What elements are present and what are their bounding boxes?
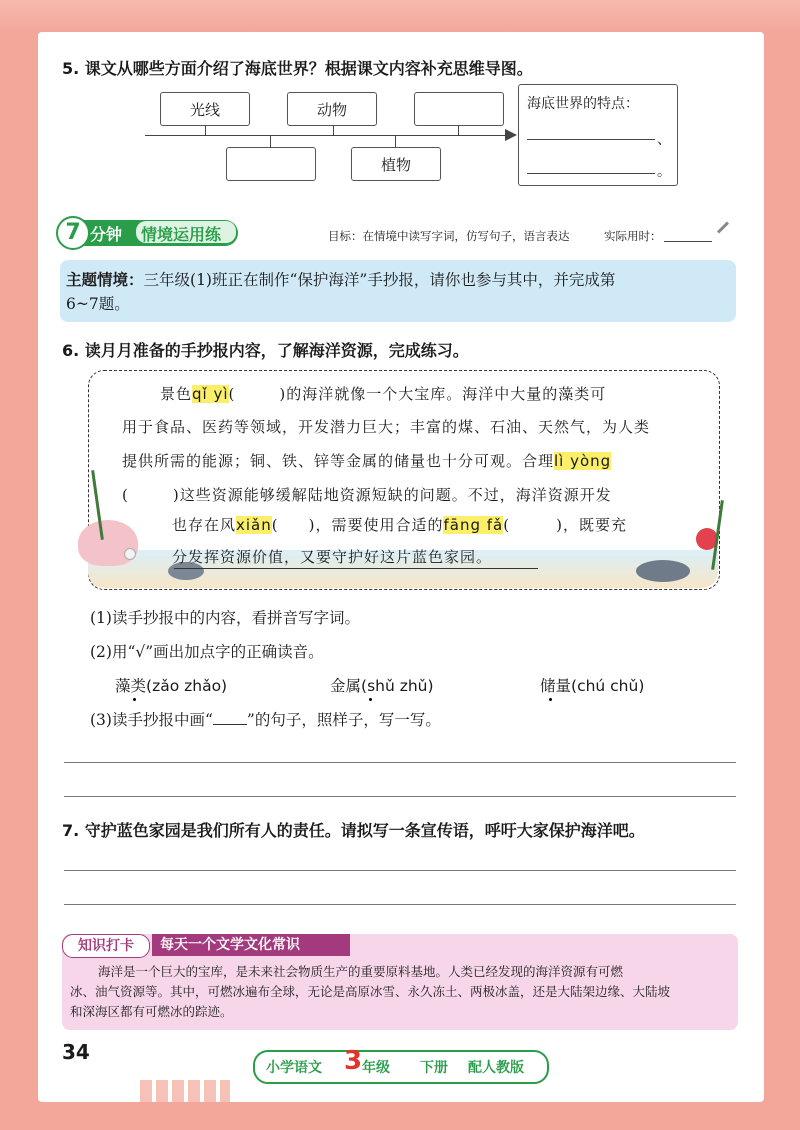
poster-line-5: 也存在风xiǎn( )，需要使用合适的fāng fǎ( )，既要充 <box>172 516 627 534</box>
knowledge-tag: 知识打卡 <box>62 934 150 958</box>
answer-line-6-1[interactable] <box>64 762 736 763</box>
question-6: 6. 读月月准备的手抄报内容，了解海洋资源，完成练习。 <box>62 341 469 360</box>
theme-label: 主题情境： <box>66 271 144 289</box>
mindmap-arrow-icon <box>505 129 517 141</box>
section-minutes-number: 7 <box>56 216 90 250</box>
footer-edition: 配人教版 <box>468 1060 524 1076</box>
poster-line-4: ( )这些资源能够缓解陆地资源短缺的问题。不过，海洋资源开发 <box>122 486 612 504</box>
section-minutes-unit: 分钟 <box>90 225 123 244</box>
underline-sample <box>213 712 247 725</box>
footer-volume: 下册 <box>420 1060 448 1076</box>
pron-item-chuliang[interactable]: 储量(chú chǔ) <box>540 677 645 695</box>
subquestion-2: (2)用“√”画出加点字的正确读音。 <box>90 643 324 661</box>
rock-icon <box>636 560 690 582</box>
mindmap-box-blank-1[interactable] <box>414 92 504 126</box>
poster-line-3: 提供所需的能源；铜、铁、锌等金属的储量也十分可观。合理lì yòng <box>122 452 612 470</box>
poster-line-2: 用于食品、医药等领域，开发潜力巨大；丰富的煤、石油、天然气，为人类 <box>122 418 651 436</box>
feature-box: 海底世界的特点： 、 。 <box>518 84 678 186</box>
question-5: 5. 课文从哪些方面介绍了海底世界？根据课文内容补充思维导图。 <box>62 59 533 78</box>
pinyin-xian: xiǎn <box>236 516 272 534</box>
pron-item-jinshu[interactable]: 金属(shǔ zhǔ) <box>330 677 434 695</box>
page-top-edge <box>0 0 800 32</box>
knowledge-text: 海洋是一个巨大的宝库，是未来社会物质生产的重要原料基地。人类已经发现的海洋资源有可燃 冰、油气资源等。其中，可燃冰遍布全球，无论是高原冰雪、永久冻土、两极冰盖，还是大陆架边缘、大陆坡 和深海区都有可燃冰的踪迹。 <box>70 964 671 1019</box>
pinyin-fangfa: fāng fǎ <box>443 516 504 534</box>
mindmap-box-animal: 动物 <box>287 92 377 126</box>
feature-title: 海底世界的特点： <box>527 96 639 112</box>
subquestion-1: (1)读手抄报中的内容，看拼音写字词。 <box>90 609 360 627</box>
time-label: 实际用时： <box>604 229 662 243</box>
answer-line-7-2[interactable] <box>64 904 736 905</box>
pron-item-zaolei[interactable]: 藻类(zǎo zhǎo) <box>115 677 228 695</box>
footer-grade-unit: 年级 <box>362 1060 390 1076</box>
poster-line-1: 景色qǐ yì( )的海洋就像一个大宝库。海洋中大量的藻类可 <box>160 385 607 403</box>
pinyin-qiyi: qǐ yì <box>192 385 229 403</box>
question-7: 7. 守护蓝色家园是我们所有人的责任。请拟写一条宣传语，呼吁大家保护海洋吧。 <box>62 821 645 840</box>
answer-line-6-2[interactable] <box>64 796 736 797</box>
footer-subject: 小学语文 <box>266 1060 322 1076</box>
mindmap-box-blank-2[interactable] <box>226 147 316 181</box>
feature-line-1[interactable] <box>527 139 655 140</box>
page-number: 34 <box>62 1040 90 1064</box>
pearl-icon <box>124 548 136 560</box>
theme-text: 主题情境：三年级(1)班正在制作“保护海洋”手抄报，请你也参与其中，并完成第 6~7题。 <box>66 271 616 313</box>
answer-line-7-1[interactable] <box>64 870 736 871</box>
mindmap-box-plant: 植物 <box>351 147 441 181</box>
mindmap-box-light: 光线 <box>160 92 250 126</box>
mindmap-axis <box>145 135 515 136</box>
pinyin-liyong: lì yòng <box>554 452 612 470</box>
time-input-line[interactable] <box>664 241 712 242</box>
poster-line-6: 分发挥资源价值，又要守护好这片蓝色家园。 <box>172 548 493 566</box>
feature-line-2[interactable] <box>527 173 655 174</box>
sentence-underline <box>174 568 538 569</box>
knowledge-title: 每天一个文学文化常识 <box>152 934 350 956</box>
section-title: 情境运用练 <box>141 225 222 244</box>
section-goal: 目标：在情境中读写字词，仿写句子，语言表达 <box>328 229 570 243</box>
subquestion-3: (3)读手抄报中画“ ”的句子，照样子，写一写。 <box>90 711 441 729</box>
footer-grade-number: 3 <box>344 1046 363 1076</box>
footer-stripes <box>140 1080 230 1102</box>
